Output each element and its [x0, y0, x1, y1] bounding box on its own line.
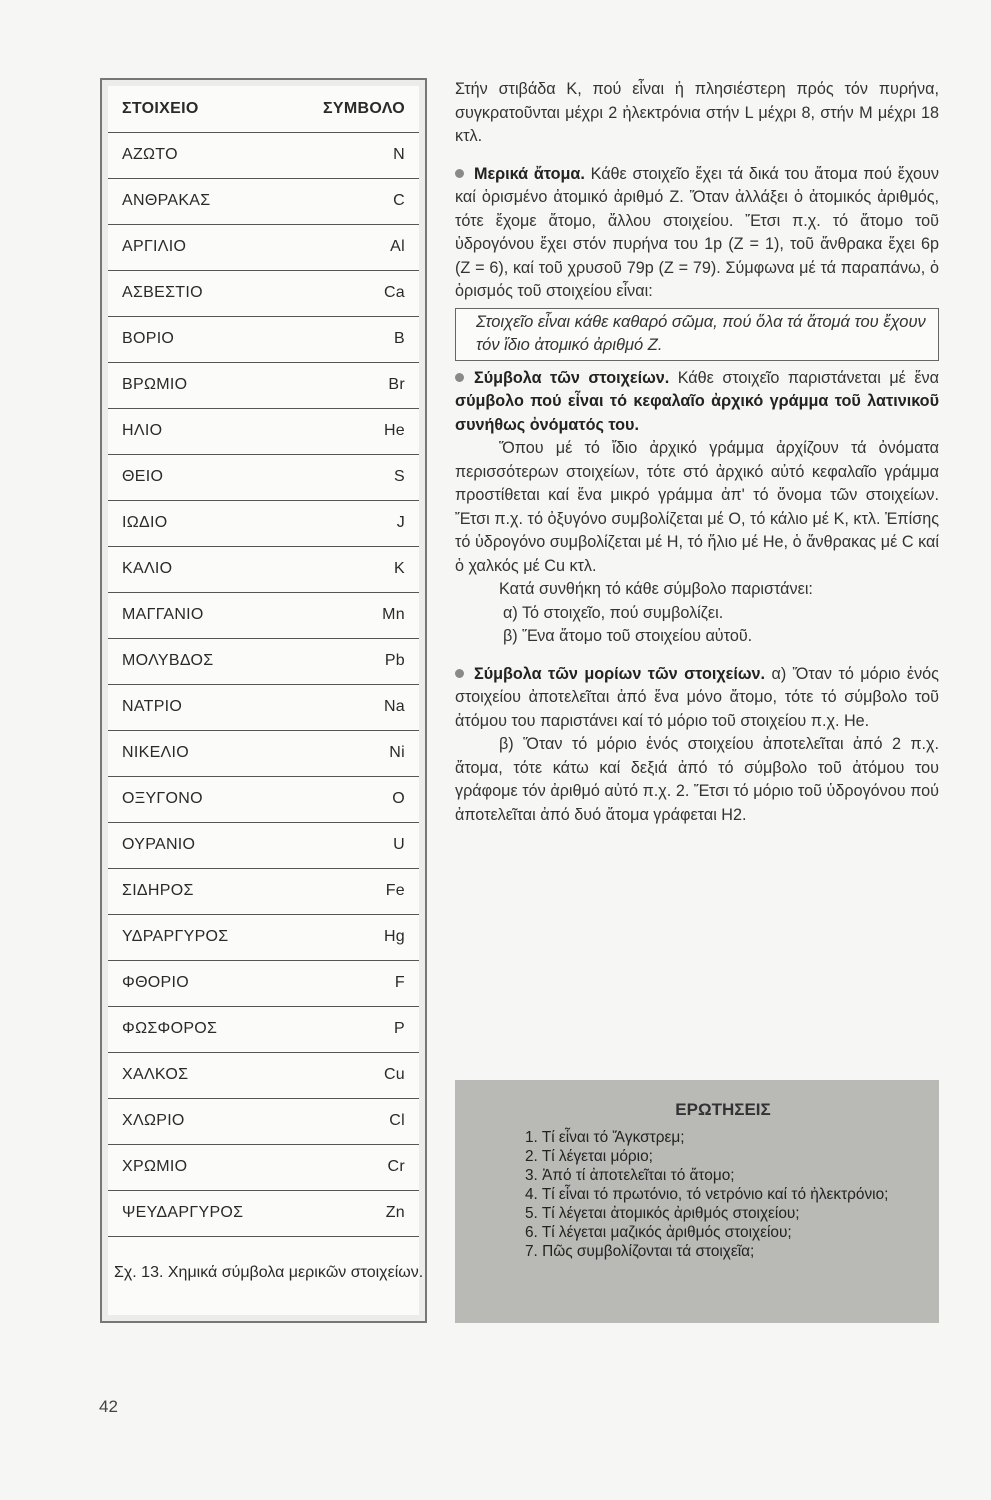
element-name: ΚΑΛΙΟ: [122, 560, 173, 577]
paragraph-element-symbols: [455, 367, 939, 438]
element-symbol: Mn: [382, 606, 405, 623]
element-symbol: He: [383, 422, 405, 439]
element-symbol: Br: [388, 376, 405, 393]
element-name: ΜΟΛΥΒΔΟΣ: [122, 652, 214, 669]
table-row: [108, 408, 419, 455]
element-symbol: F: [394, 974, 405, 991]
table-row: [108, 316, 419, 363]
bold-symbol-rule: σύμβολο πού εἶναι τό κεφαλαῖο ἀρχικό γράμμα τοῦ λατινικοῦ συνήθως ὀνόματός του.: [455, 392, 939, 434]
element-symbol: Al: [390, 238, 405, 255]
paragraph-some-atoms: [455, 163, 939, 304]
header-symbol: ΣΥΜΒΟΛΟ: [323, 100, 405, 117]
table-row: [108, 776, 419, 823]
question-item: 4. Τί εἶναι τό πρωτόνιο, τό νετρόνιο καί τό ἠλεκτρόνιο;: [525, 1186, 889, 1203]
body-some-atoms: Κάθε στοιχεῖο ἔχει τά δικά του ἄτομα πού ἔχουν καί ὁρισμένο ἀτομικό ἀριθμό Ζ. Ὅταν ἀλλάξει ὁ ἀτομικός ἀριθμός, τότε ἔχομε ἄτομο, ἄλλου στοιχείου. Ἔτσι π.χ. τό ἄτομο τοῦ ὑδρογόνου ἔχει στόν πυρήνα του 1p (Ζ = 1), τοῦ ἄνθρακα ἔχει 6p (Ζ = 6), καί τοῦ χρυσοῦ 79p (Ζ = 79). Σύμφωνα μέ τά παραπάνω, ὁ ὁρισμός τοῦ στοιχείου εἶναι:: [455, 164, 939, 300]
element-symbol: Na: [383, 698, 405, 715]
element-name: ΜΑΓΓΑΝΙΟ: [122, 606, 204, 623]
element-symbol: Zn: [385, 1204, 405, 1221]
table-row: [108, 1098, 419, 1145]
element-symbol: Cl: [389, 1112, 405, 1129]
body-text-column: [455, 78, 939, 827]
table-row: [108, 914, 419, 961]
table-row: [108, 730, 419, 777]
table-row: [108, 454, 419, 501]
question-item: 2. Τί λέγεται μόριο;: [525, 1148, 653, 1165]
definition-box: Στοιχεῖο εἶναι κάθε καθαρό σῶμα, πού ὅλα τά ἄτομά του ἔχουν τόν ἴδιο ἀτομικό ἀριθμό Ζ.: [455, 308, 939, 361]
convention-item-b: β) Ἕνα ἄτομο τοῦ στοιχείου αὐτοῦ.: [503, 627, 753, 645]
element-name: ΧΡΩΜΙΟ: [122, 1158, 188, 1175]
element-symbol: J: [396, 514, 405, 531]
table-row: [108, 822, 419, 869]
element-symbol: S: [394, 468, 405, 485]
element-name: ΟΞΥΓΟΝΟ: [122, 790, 203, 807]
page-number: 42: [99, 1397, 118, 1416]
table-row: [108, 960, 419, 1007]
heading-molecule-symbols: Σύμβολα τῶν μορίων τῶν στοιχείων.: [474, 664, 766, 683]
question-item: 6. Τί λέγεται μαζικός ἀριθμός στοιχείου;: [525, 1224, 792, 1241]
table-row: [108, 592, 419, 639]
body-element-symbols: Κάθε στοιχεῖο παριστάνεται μέ ἕνα: [669, 368, 939, 387]
table-row: [108, 1006, 419, 1053]
figure-caption: Σχ. 13. Χημικά σύμβολα μερικῶν στοιχείων.: [114, 1264, 424, 1281]
element-symbol: Cr: [387, 1158, 405, 1175]
table-row: [108, 362, 419, 409]
bullet-icon: [455, 373, 464, 382]
element-name: ΧΑΛΚΟΣ: [122, 1066, 189, 1083]
table-row: [108, 500, 419, 547]
element-symbol: Cu: [383, 1066, 405, 1083]
element-name: ΝΙΚΕΛΙΟ: [122, 744, 190, 761]
element-name: ΒΟΡΙΟ: [122, 330, 175, 347]
element-symbol: N: [393, 146, 405, 163]
element-name: ΑΝΘΡΑΚΑΣ: [122, 192, 211, 209]
element-name: ΗΛΙΟ: [122, 422, 163, 439]
table-row: [108, 270, 419, 317]
element-name: ΦΩΣΦΟΡΟΣ: [122, 1020, 218, 1037]
element-symbol: Hg: [383, 928, 405, 945]
question-item: 7. Πῶς συμβολίζονται τά στοιχεῖα;: [525, 1243, 755, 1260]
table-row: [108, 684, 419, 731]
element-name: ΥΔΡΑΡΓΥΡΟΣ: [122, 928, 229, 945]
element-symbol: Fe: [385, 882, 405, 899]
table-row: [108, 224, 419, 271]
questions-title: ΕΡΩΤΗΣΕΙΣ: [675, 1100, 771, 1119]
table-row: [108, 1190, 419, 1237]
bullet-icon: [455, 669, 464, 678]
table-row: [108, 1144, 419, 1191]
questions-box: [455, 1080, 939, 1323]
element-name: ΘΕΙΟ: [122, 468, 164, 485]
element-symbol: Pb: [384, 652, 405, 669]
body-molecule-symbols: α) Ὅταν τό μόριο ἑνός στοιχείου ἀποτελεῖται ἀπό ἕνα μόνο ἄτομο, τότε τό σύμβολο τοῦ ἀτόμου του παριστάνει καί τό μόριο τοῦ στοιχείου π.χ. He.: [455, 664, 939, 730]
element-name: ΑΣΒΕΣΤΙΟ: [122, 284, 203, 301]
element-name: ΨΕΥΔΑΡΓΥΡΟΣ: [122, 1204, 244, 1221]
question-item: 3. Ἀπό τί ἀποτελεῖται τό ἄτομο;: [525, 1167, 735, 1184]
heading-element-symbols: Σύμβολα τῶν στοιχείων.: [474, 368, 670, 387]
element-symbol: Ca: [383, 284, 405, 301]
element-name: ΝΑΤΡΙΟ: [122, 698, 183, 715]
paragraph-convention: Κατά συνθήκη τό κάθε σύμβολο παριστάνει:: [499, 580, 813, 598]
table-header-row: [108, 86, 419, 133]
element-name: ΑΡΓΙΛΙΟ: [122, 238, 187, 255]
element-symbol: K: [394, 560, 405, 577]
questions-list: [473, 1128, 923, 1261]
element-symbol: U: [393, 836, 405, 853]
table-row: [108, 546, 419, 593]
element-name: ΒΡΩΜΙΟ: [122, 376, 188, 393]
element-name: ΟΥΡΑΝΙΟ: [122, 836, 196, 853]
header-element: ΣΤΟΙΧΕΙΟ: [122, 100, 199, 117]
table-row: [108, 1052, 419, 1099]
element-symbol: C: [393, 192, 405, 209]
paragraph-shells: Στήν στιβάδα Κ, πού εἶναι ἡ πλησιέστερη πρός τόν πυρήνα, συγκρατοῦνται μέχρι 2 ἠλεκτρόνια στήν L μέχρι 8, στήν Μ μέχρι 18 κτλ.: [455, 80, 939, 145]
element-name: ΣΙΔΗΡΟΣ: [122, 882, 194, 899]
element-name: ΦΘΟΡΙΟ: [122, 974, 190, 991]
table-row: [108, 638, 419, 685]
table-inner: [108, 86, 424, 1315]
table-row: [108, 868, 419, 915]
element-name: ΙΩΔΙΟ: [122, 514, 168, 531]
paragraph-multiple-letters: Ὅπου μέ τό ἴδιο ἀρχικό γράμμα ἀρχίζουν τά ὀνόματα περισσότερων στοιχείων, τότε στό ἀρχικό αὐτό κεφαλαῖο γράμμα προστίθεται καί ἕνα μικρό γράμμα ἀπ' τό ὄνομα τῶν στοιχείων. Ἔτσι π.χ. τό ὀξυγόνο συμβολίζεται μέ Ο, τό κάλιο μέ Κ, κτλ. Ἐπίσης τό ὑδρογόνο συμβολίζεται μέ Η, τό ἥλιο μέ He, ὁ ἄνθρακας μέ C καί ὁ χαλκός μέ Cu κτλ.: [455, 439, 939, 575]
element-name: ΑΖΩΤΟ: [122, 146, 178, 163]
heading-some-atoms: Μερικά ἄτομα.: [474, 164, 585, 183]
table-row: [108, 132, 419, 179]
element-symbol: P: [394, 1020, 405, 1037]
element-name: ΧΛΩΡΙΟ: [122, 1112, 185, 1129]
paragraph-molecule-symbols: [455, 663, 939, 734]
paragraph-diatomic: β) Ὅταν τό μόριο ἑνός στοιχείου ἀποτελεῖται ἀπό 2 π.χ. ἄτομα, τότε κάτω καί δεξιά ἀπό τό σύμβολο τοῦ ἀτόμου του γράφομε τόν ἀριθμό αὐτό π.χ. 2. Ἔτσι τό μόριο τοῦ ὑδρογόνου πού ἀποτελεῖται ἀπό δυό ἄτομα γράφεται H2.: [455, 735, 939, 824]
element-symbol: Ni: [389, 744, 405, 761]
element-symbol: O: [392, 790, 405, 807]
table-row: [108, 178, 419, 225]
element-symbol: B: [394, 330, 405, 347]
bullet-icon: [455, 169, 464, 178]
convention-item-a: α) Τό στοιχεῖο, πού συμβολίζει.: [503, 603, 724, 622]
question-item: 5. Τί λέγεται ἀτομικός ἀριθμός στοιχείου;: [525, 1205, 800, 1222]
element-symbols-table: [100, 78, 427, 1323]
question-item: 1. Τί εἶναι τό Ἄγκστρεμ;: [525, 1129, 685, 1146]
